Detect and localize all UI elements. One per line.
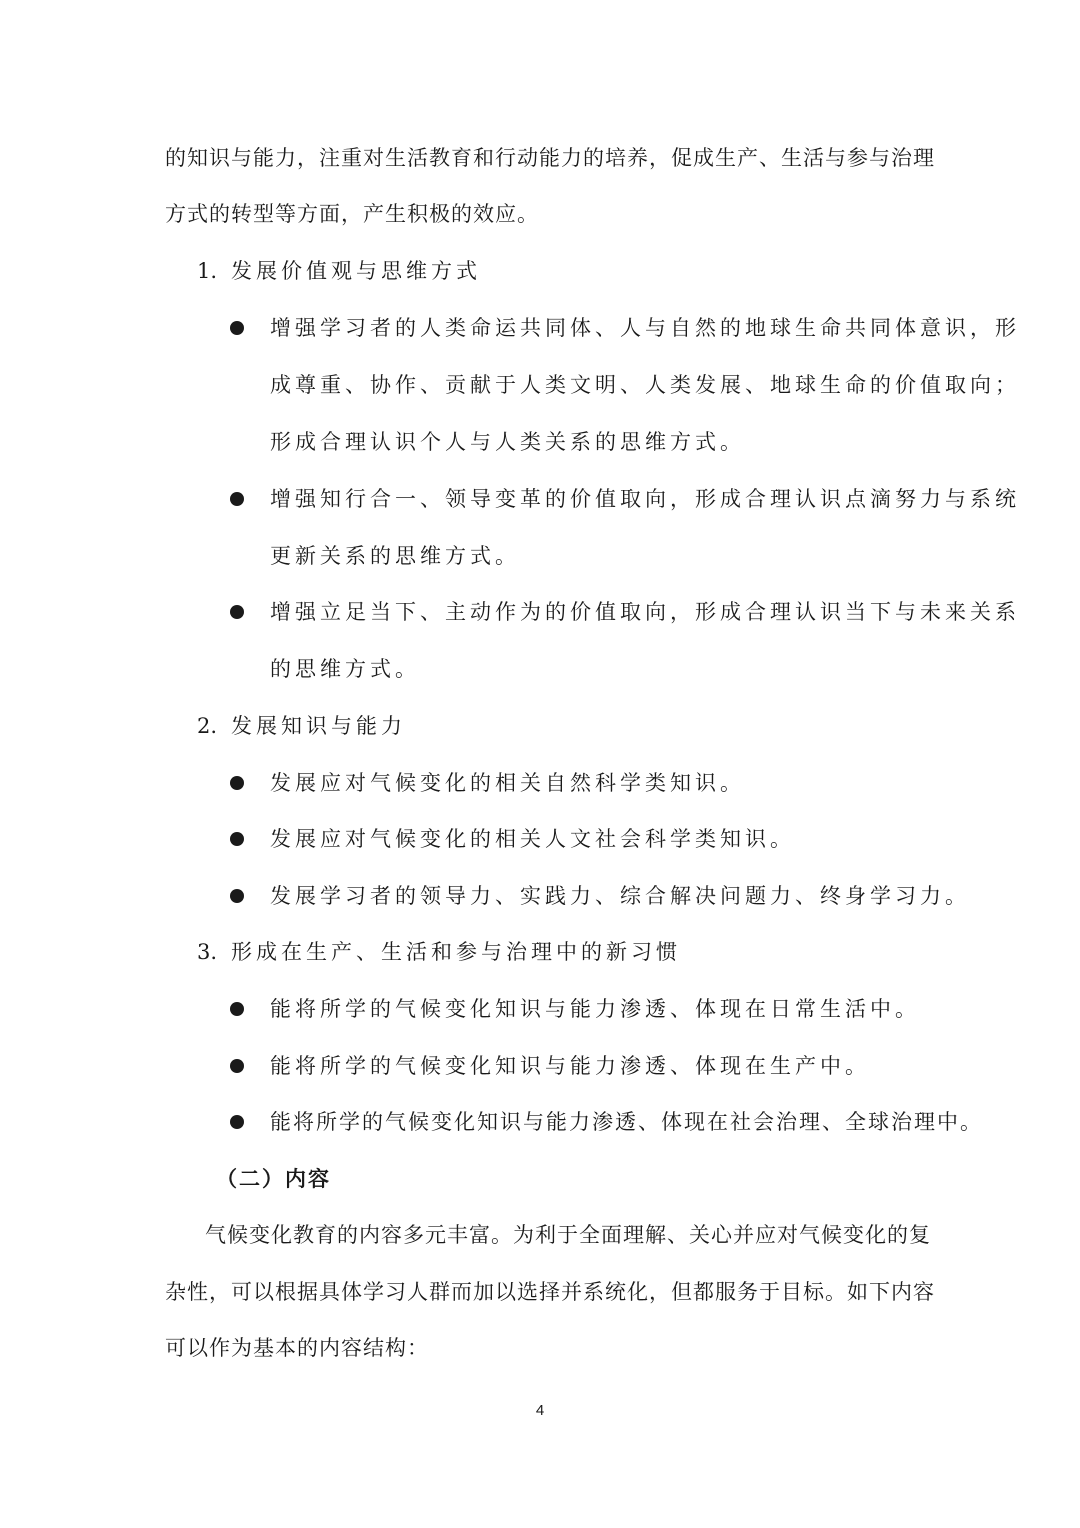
content-line-3: 可以作为基本的内容结构： [165,1336,429,1360]
bullet-icon [230,776,244,790]
intro-line-1: 的知识与能力，注重对生活教育和行动能力的培养，促成生产、生活与参与治理 [165,146,935,170]
objective-1-number: 1. [197,259,218,283]
bullet-icon [230,832,244,846]
bullet-text: 发展学习者的领导力、实践力、综合解决问题力、终身学习力。 [270,884,970,908]
intro-line-2: 方式的转型等方面，产生积极的效应。 [165,202,539,226]
bullet-text: 能将所学的气候变化知识与能力渗透、体现在社会治理、全球治理中。 [270,1110,983,1134]
bullet-continuation: 成尊重、协作、贡献于人类文明、人类发展、地球生命的价值取向； [270,373,1020,397]
objective-3-heading [197,937,681,967]
bullet-icon [230,492,244,506]
bullet-text: 能将所学的气候变化知识与能力渗透、体现在日常生活中。 [270,997,920,1021]
objective-2-title: 发展知识与能力 [231,714,406,738]
bullet-icon [230,889,244,903]
objective-2-number: 2. [197,714,218,738]
section-heading: （二）内容 [216,1167,331,1191]
page-number: 4 [535,1402,545,1419]
bullet-continuation: 更新关系的思维方式。 [270,544,520,568]
bullet-text: 能将所学的气候变化知识与能力渗透、体现在生产中。 [270,1054,870,1078]
bullet-icon [230,1002,244,1016]
bullet-icon [230,1115,244,1129]
bullet-text: 发展应对气候变化的相关自然科学类知识。 [270,771,745,795]
bullet-continuation: 的思维方式。 [270,657,420,681]
objective-2-heading [197,711,406,741]
objective-1-heading [197,256,481,286]
objective-1-title: 发展价值观与思维方式 [231,259,481,283]
bullet-icon [230,1059,244,1073]
bullet-text: 增强学习者的人类命运共同体、人与自然的地球生命共同体意识，形 [270,316,1020,340]
bullet-continuation: 形成合理认识个人与人类关系的思维方式。 [270,430,745,454]
objective-3-title: 形成在生产、生活和参与治理中的新习惯 [231,940,681,964]
bullet-text: 发展应对气候变化的相关人文社会科学类知识。 [270,827,795,851]
bullet-text: 增强知行合一、领导变革的价值取向，形成合理认识点滴努力与系统 [270,487,1020,511]
objective-3-number: 3. [197,940,218,964]
content-line-2: 杂性，可以根据具体学习人群而加以选择并系统化，但都服务于目标。如下内容 [165,1280,935,1304]
bullet-icon [230,321,244,335]
bullet-text: 增强立足当下、主动作为的价值取向，形成合理认识当下与未来关系 [270,600,1020,624]
bullet-icon [230,605,244,619]
content-line-1: 气候变化教育的内容多元丰富。为利于全面理解、关心并应对气候变化的复 [205,1223,931,1247]
